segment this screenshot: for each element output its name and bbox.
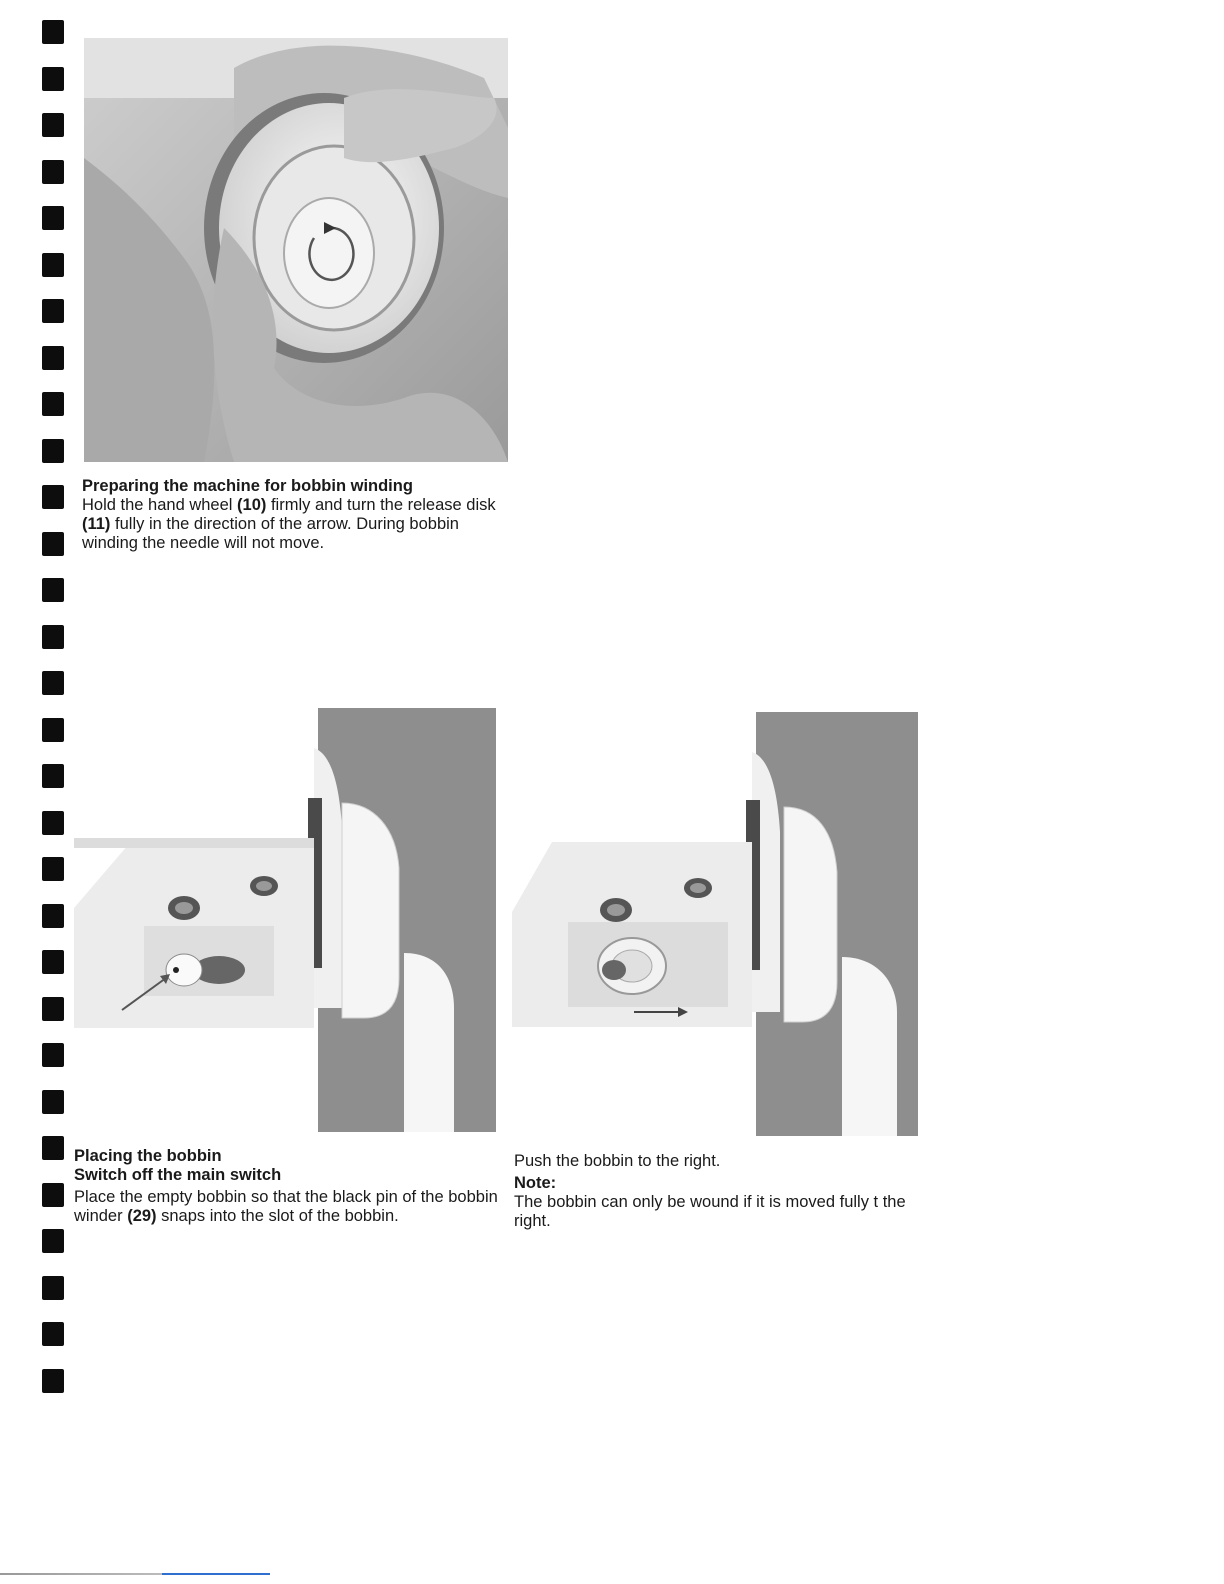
hand-wheel-photo <box>84 38 508 462</box>
binding-hole <box>42 904 64 928</box>
body-text: Hold the hand wheel <box>82 496 238 514</box>
body-text: firmly and turn the release disk <box>266 496 496 514</box>
binding-hole <box>42 578 64 602</box>
part-reference: (11) <box>82 515 111 533</box>
binding-hole <box>42 346 64 370</box>
spiral-binding <box>0 0 80 1584</box>
binding-hole <box>42 764 64 788</box>
section-placing-bobbin <box>74 1147 504 1226</box>
binding-hole <box>42 160 64 184</box>
binding-hole <box>42 718 64 742</box>
hand-wheel-image <box>84 38 508 462</box>
push-bobbin-image <box>512 712 918 1136</box>
push-bobbin-photo <box>512 712 918 1136</box>
section-body <box>74 1188 504 1226</box>
binding-hole <box>42 1043 64 1067</box>
binding-hole <box>42 1369 64 1393</box>
binding-hole <box>42 439 64 463</box>
binding-hole <box>42 1136 64 1160</box>
binding-hole <box>42 67 64 91</box>
binding-hole <box>42 857 64 881</box>
binding-hole <box>42 20 64 44</box>
section-heading: Placing the bobbin <box>74 1147 222 1165</box>
part-reference: (29) <box>127 1207 157 1225</box>
binding-hole <box>42 253 64 277</box>
binding-hole <box>42 997 64 1021</box>
body-text: snaps into the slot of the bobbin. <box>156 1207 399 1225</box>
binding-hole <box>42 299 64 323</box>
section-subheading: Switch off the main switch <box>74 1166 282 1184</box>
binding-hole <box>42 811 64 835</box>
binding-hole <box>42 950 64 974</box>
binding-hole <box>42 1276 64 1300</box>
binding-hole <box>42 1183 64 1207</box>
binding-hole <box>42 625 64 649</box>
binding-hole <box>42 671 64 695</box>
binding-hole <box>42 1322 64 1346</box>
placing-bobbin-photo <box>74 708 496 1132</box>
binding-hole <box>42 1090 64 1114</box>
binding-hole <box>42 532 64 556</box>
body-text: fully in the direction of the arrow. During bobbin winding the needle will not move. <box>82 515 459 552</box>
binding-hole <box>42 485 64 509</box>
note-text: The bobbin can only be wound if it is moved fully t the right. <box>514 1193 906 1230</box>
part-reference: (10) <box>237 496 267 514</box>
binding-hole <box>42 206 64 230</box>
binding-hole <box>42 392 64 416</box>
placing-bobbin-image <box>74 708 496 1132</box>
section-heading: Preparing the machine for bobbin winding <box>82 477 413 495</box>
section-body: Push the bobbin to the right. <box>514 1152 721 1170</box>
binding-hole <box>42 113 64 137</box>
binding-hole <box>42 1229 64 1253</box>
section-preparing-machine <box>82 477 502 553</box>
section-body <box>82 496 502 553</box>
scan-edge-line <box>0 1573 270 1575</box>
note-label: Note: <box>514 1174 557 1192</box>
body-text: Place the empty bobbin so that the black pin of the bobbin winder <box>74 1188 498 1225</box>
section-push-bobbin <box>514 1152 910 1231</box>
